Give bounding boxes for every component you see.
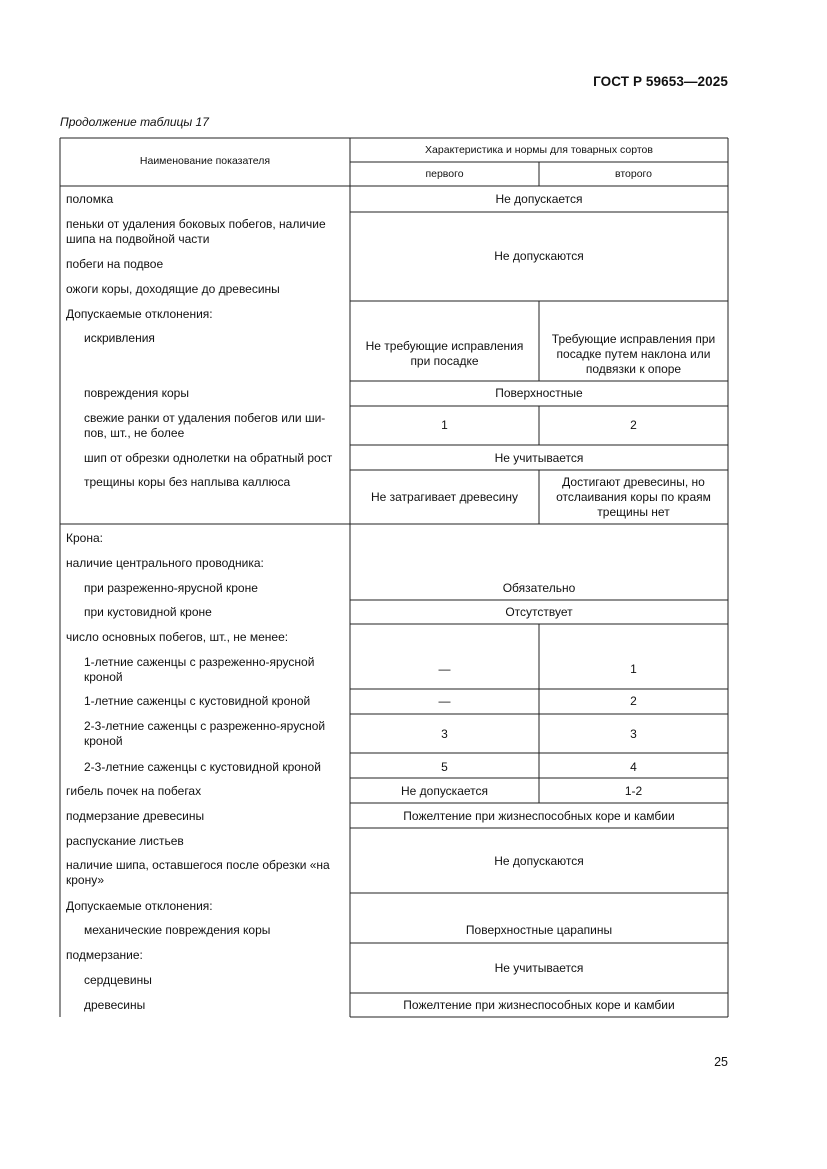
table-caption: Продолжение таблицы 17 [60,115,209,129]
value-cell: 1-2 [624,784,643,798]
value-cell: Пожелтение при жизнеспособных коре и камбии [403,809,675,823]
indicator-label: ожоги коры, доходящие до древесины [66,282,280,296]
value-cell: Поверхностные [495,386,583,400]
value-cell: 5 [441,760,448,774]
value-cell: 1 [630,662,637,676]
value-cell: 4 [630,760,637,774]
indicator-label: Допускаемые отклонения: [66,899,213,913]
value-cell: Не допускается [400,784,489,798]
value-cell: Не допускаются [494,854,584,868]
value-cell: Достигают древесины, но отслаивания коры по краям трещины нет [556,475,711,519]
value-cell: Пожелтение при жизнеспособных коре и камбии [403,998,675,1012]
indicator-label: наличие шипа, оставшегося после обрезки «на крону» [66,858,330,887]
indicator-label: поломка [66,192,114,206]
value-cell: Отсутствует [505,605,573,619]
header-characteristics: Характеристика и нормы для товарных сортов [425,144,653,156]
standard-number: ГОСТ Р 59653—2025 [593,74,728,89]
indicator-label: при кустовидной кроне [84,605,212,619]
value-cell: 2 [630,694,637,708]
indicator-label: 2-3-летние саженцы с разреженно-ярусной кроной [84,719,326,748]
value-cell: Поверхностные царапины [465,923,613,937]
indicator-label: распускание листьев [66,834,184,848]
value-cell: Не допускаются [494,249,584,263]
indicator-label: пеньки от удаления боковых побегов, наличие шипа на подвойной части [66,217,326,246]
header-indicator-name: Наименование показателя [139,155,271,167]
value-cell: 3 [441,727,448,741]
indicator-label: наличие центрального проводника: [66,556,264,570]
value-cell: — [438,694,451,708]
indicator-label: подмерзание: [66,948,143,962]
indicator-label: Крона: [66,531,103,545]
indicator-label: гибель почек на побегах [66,784,202,798]
indicator-label: свежие ранки от удаления побегов или ши-пов, шт., не более [84,411,326,440]
indicator-label: при разреженно-ярусной кроне [84,581,258,595]
indicator-label: 2-3-летние саженцы с кустовидной кроной [84,760,321,774]
indicator-label: 1-летние саженцы с разреженно-ярусной кроной [84,655,315,684]
indicator-label: Допускаемые отклонения: [66,307,213,321]
value-cell: Не учитывается [494,961,584,975]
value-cell: — [438,662,451,676]
indicator-label: искривления [84,331,155,345]
value-cell: Не затрагивает древесину [370,490,519,504]
value-cell: Не учитывается [494,451,584,465]
value-cell: Требующие исправления при посадке путем наклона или подвязки к опоре [551,332,716,376]
header-grade-second: второго [615,168,652,180]
value-cell: 1 [441,418,448,432]
indicator-label: трещины коры без наплыва каллюса [84,475,291,489]
indicator-label: 1-летние саженцы с кустовидной кроной [84,694,311,708]
indicator-label: механические повреждения коры [84,923,271,937]
indicator-label: подмерзание древесины [66,809,205,823]
indicator-label: древесины [84,998,146,1012]
indicator-label: побеги на подвое [66,257,164,271]
indicator-label: сердцевины [84,973,152,987]
indicator-label: число основных побегов, шт., не менее: [66,630,289,644]
page-number: 25 [714,1055,728,1069]
indicator-label: повреждения коры [84,386,189,400]
value-cell: 2 [630,418,637,432]
value-cell: Не требующие исправления при посадке [365,339,524,368]
header-grade-first: первого [425,168,464,180]
value-cell: 3 [630,727,637,741]
value-cell: Не допускается [495,192,583,206]
indicator-label: шип от обрезки однолетки на обратный рост [84,451,333,465]
value-cell: Обязательно [502,581,576,595]
